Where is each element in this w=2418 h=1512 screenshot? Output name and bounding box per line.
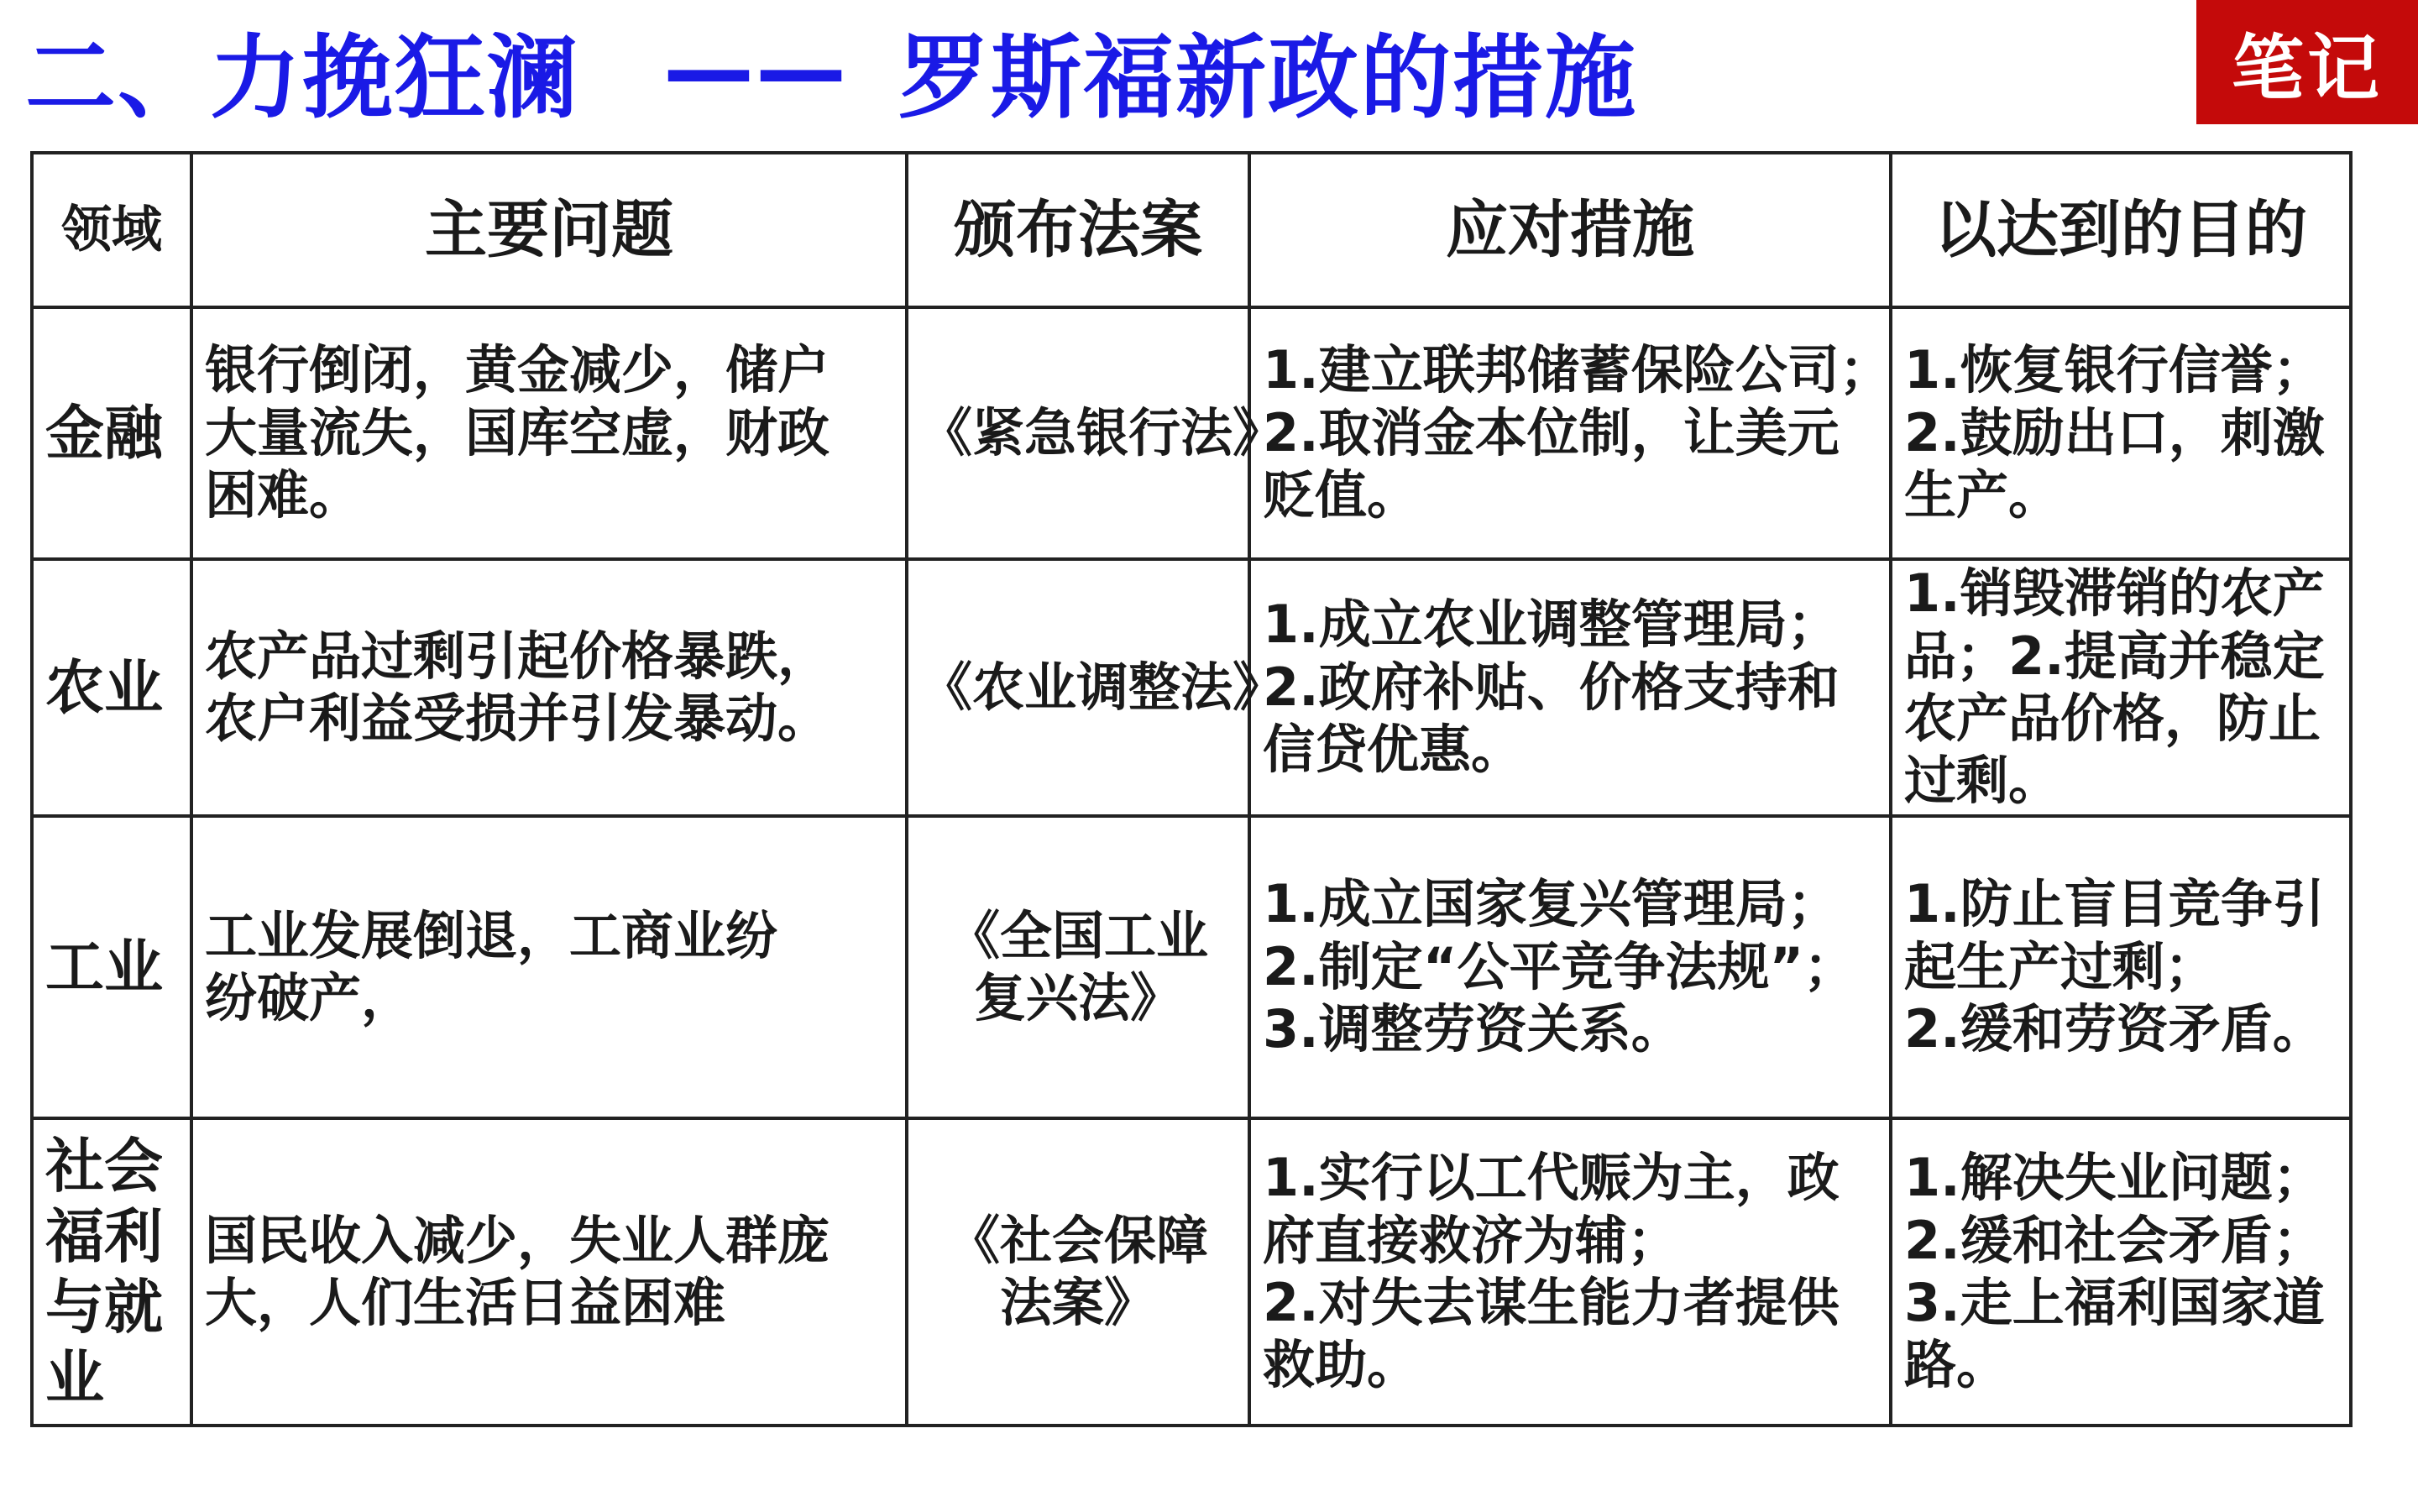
- cell-line: 1.成立国家复兴管理局；: [1263, 873, 1840, 935]
- cell-line: 业: [45, 1343, 104, 1412]
- table-row: [32, 816, 2351, 1118]
- title-part-2: 罗斯福新政的措施: [898, 25, 1638, 131]
- cell-line: 1.解决失业问题；: [1904, 1147, 2325, 1209]
- cell-line: 品；2.提高并稳定: [1904, 625, 2325, 687]
- header-law: 颁布法案: [907, 153, 1249, 307]
- table-header-row: [32, 153, 2351, 307]
- cell-line: 福利: [45, 1202, 163, 1271]
- cell-problem: [191, 1118, 907, 1426]
- cell-line: 2.缓和劳资矛盾。: [1904, 998, 2325, 1060]
- cell-line: 农产品过剩引起价格暴跌，: [205, 625, 830, 687]
- cell-line: 困难。: [205, 464, 362, 526]
- notes-badge[interactable]: 笔记: [2196, 0, 2418, 124]
- cell-line: 与就: [45, 1273, 163, 1342]
- cell-problem: [191, 559, 907, 816]
- cell-line: 1.恢复银行信誉；: [1904, 339, 2325, 401]
- cell-line: 工业: [45, 933, 163, 1002]
- cell-line: 《全国工业: [947, 904, 1208, 966]
- cell-law: [907, 559, 1285, 816]
- cell-line: 2.缓和社会矛盾；: [1904, 1209, 2325, 1271]
- cell-line: 生产。: [1904, 464, 2061, 526]
- cell-line: 农户利益受损并引发暴动。: [205, 688, 830, 749]
- cell-line: 府直接救济为辅；: [1263, 1209, 1680, 1271]
- cell-line: 2.制定“公平竞争法规”；: [1263, 935, 1856, 997]
- cell-line: 1.成立农业调整管理局；: [1263, 594, 1840, 656]
- cell-line: 1.建立联邦储蓄保险公司；: [1263, 339, 1892, 401]
- cell-measure: [1249, 816, 1891, 1118]
- slide-title: [25, 15, 1638, 131]
- cell-law: [907, 307, 1285, 559]
- cell-line: 银行倒闭，黄金减少，储户: [205, 339, 830, 401]
- cell-problem: [191, 307, 907, 559]
- cell-domain: [32, 816, 191, 1118]
- table-row: [32, 559, 2351, 816]
- cell-goal: [1891, 559, 2351, 816]
- cell-line: 农产品价格，防止: [1904, 688, 2321, 749]
- cell-line: 《社会保障: [947, 1209, 1208, 1271]
- cell-line: 大量流失，国库空虚，财政: [205, 401, 830, 463]
- cell-line: 农业: [45, 653, 163, 722]
- cell-law: [907, 816, 1249, 1118]
- cell-line: 起生产过剩；: [1904, 935, 2217, 997]
- cell-line: 2.政府补贴、价格支持和: [1263, 656, 1840, 718]
- cell-line: 2.对失去谋生能力者提供: [1263, 1272, 1840, 1333]
- cell-line: 社会: [45, 1132, 163, 1201]
- cell-law: [907, 1118, 1249, 1426]
- header-measure: 应对措施: [1249, 153, 1891, 307]
- cell-line: 1.防止盲目竞争引: [1904, 873, 2325, 935]
- cell-line: 1.销毁滞销的农产: [1904, 562, 2325, 625]
- cell-line: 路。: [1904, 1334, 2009, 1396]
- cell-line: 复兴法》: [973, 967, 1182, 1028]
- cell-line: 过剩。: [1904, 750, 2061, 812]
- cell-line: 2.鼓励出口，刺激: [1904, 401, 2325, 463]
- cell-domain: [32, 307, 191, 559]
- cell-domain: [32, 1118, 191, 1426]
- header-problem: 主要问题: [191, 153, 907, 307]
- cell-measure: [1249, 307, 1891, 559]
- cell-line: 救助。: [1263, 1334, 1420, 1396]
- cell-line: 纷破产，: [205, 967, 414, 1028]
- cell-line: 大，人们生活日益困难: [205, 1272, 726, 1333]
- cell-line: 信贷优惠。: [1263, 719, 1524, 781]
- cell-line: 工业发展倒退，工商业纷: [205, 904, 778, 966]
- cell-line: 1.实行以工代赈为主，政: [1263, 1147, 1840, 1209]
- cell-line: 贬值。: [1263, 464, 1420, 526]
- header-goal: 以达到的目的: [1891, 153, 2351, 307]
- table-body: [32, 307, 2351, 1426]
- title-dash: ——: [663, 17, 849, 123]
- cell-goal: [1891, 816, 2351, 1118]
- cell-measure: [1249, 1118, 1891, 1426]
- table-row: [32, 1118, 2351, 1426]
- cell-goal: [1891, 1118, 2351, 1426]
- cell-line: 《农业调整法》: [920, 656, 1285, 718]
- cell-line: 2.取消金本位制，让美元: [1263, 401, 1840, 463]
- cell-line: 《紧急银行法》: [920, 401, 1285, 463]
- cell-domain: [32, 559, 191, 816]
- cell-line: 3.走上福利国家道: [1904, 1272, 2325, 1333]
- cell-problem: [191, 816, 907, 1118]
- cell-line: 国民收入减少，失业人群庞: [205, 1209, 830, 1271]
- cell-line: 法案》: [999, 1272, 1156, 1333]
- cell-line: 金融: [45, 399, 163, 468]
- table-row: [32, 307, 2351, 559]
- cell-measure: [1249, 559, 1891, 816]
- header-domain: 领域: [32, 153, 191, 307]
- cell-goal: [1891, 307, 2351, 559]
- new-deal-measures-table: [30, 151, 2353, 1427]
- cell-line: 3.调整劳资关系。: [1263, 998, 1683, 1060]
- title-part-1: 二、力挽狂澜: [25, 25, 580, 131]
